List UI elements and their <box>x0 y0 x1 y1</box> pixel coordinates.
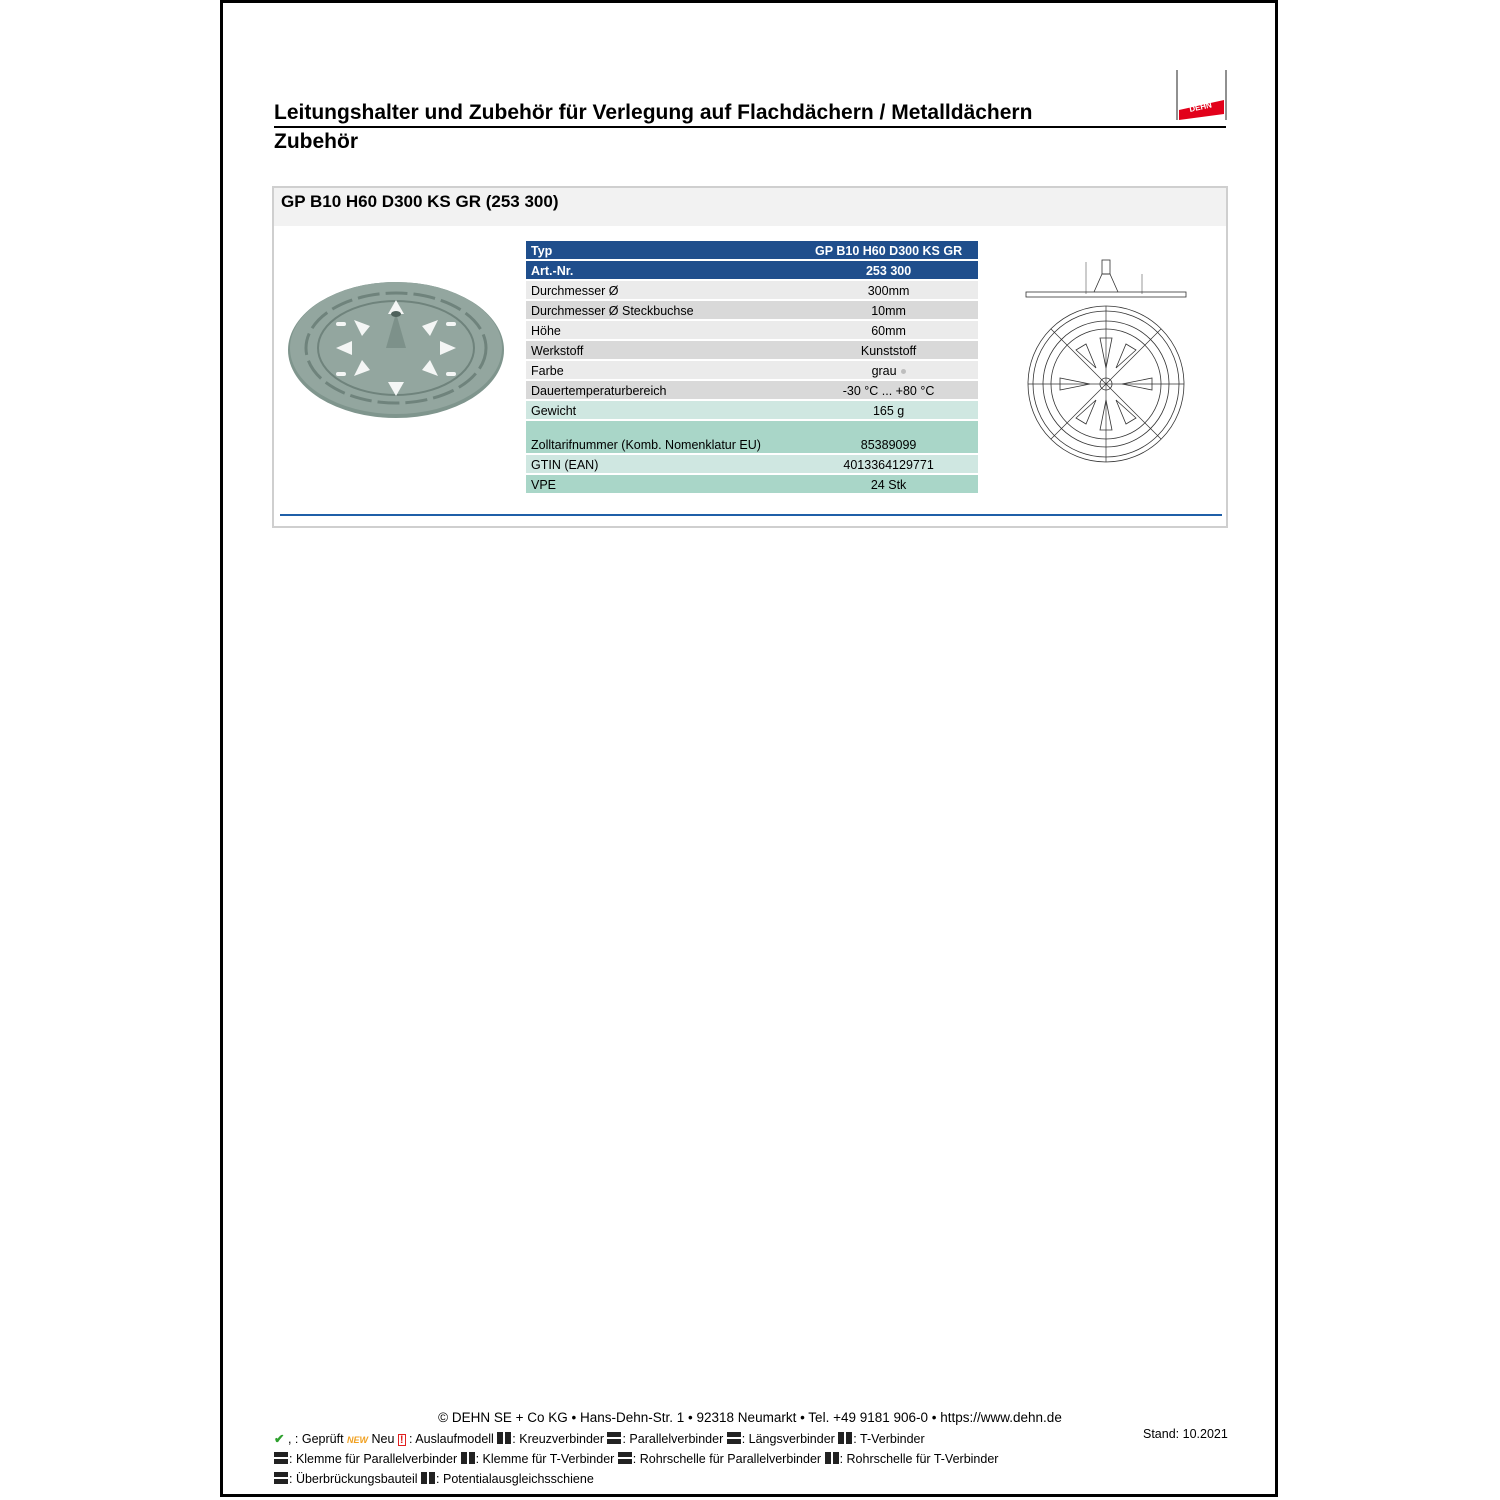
pipe-clamp-t-icon <box>825 1452 839 1464</box>
technical-drawing <box>1024 254 1194 464</box>
legend-potential: : Potentialausgleichsschiene <box>436 1472 594 1486</box>
equipotential-bar-icon <box>421 1472 435 1484</box>
footer-company: © DEHN SE + Co KG • Hans-Dehn-Str. 1 • 92318 Neumarkt • Tel. +49 9181 906-0 • https://www.dehn.de <box>438 1410 1062 1425</box>
spec-row <box>526 400 978 420</box>
color-swatch-icon <box>901 369 906 374</box>
legend-line-1 <box>274 1431 925 1448</box>
product-heading: GP B10 H60 D300 KS GR (253 300) <box>281 192 559 211</box>
spec-header-typ <box>526 241 978 260</box>
warning-icon: ! <box>399 1434 404 1446</box>
pipe-clamp-parallel-icon <box>618 1452 632 1464</box>
spec-row <box>526 360 978 380</box>
spec-row <box>526 454 978 474</box>
typ-value: GP B10 H60 D300 KS GR <box>799 241 978 260</box>
spec-value: 4013364129771 <box>799 454 978 474</box>
spec-label: GTIN (EAN) <box>526 454 799 474</box>
parallel-connector-icon <box>607 1432 621 1444</box>
spec-header-art <box>526 260 978 280</box>
color-value: grau <box>871 364 897 378</box>
art-label: Art.-Nr. <box>526 260 799 280</box>
clamp-parallel-icon <box>274 1452 288 1464</box>
spec-label: Dauertemperaturbereich <box>526 380 799 400</box>
spec-value-color <box>799 360 978 380</box>
product-photo <box>286 278 506 428</box>
spec-row <box>526 300 978 320</box>
spec-label: Zolltarifnummer (Komb. Nomenklatur EU) <box>526 420 799 454</box>
svg-text:DEHN: DEHN <box>1188 100 1213 114</box>
spec-row <box>526 340 978 360</box>
legend-t: : T-Verbinder <box>853 1432 925 1446</box>
legend-auslauf: : Auslaufmodell <box>405 1432 498 1446</box>
spec-row <box>526 380 978 400</box>
legend-gepruft: , : Geprüft <box>284 1432 348 1446</box>
spec-value: 60mm <box>799 320 978 340</box>
spec-label: VPE <box>526 474 799 494</box>
legend-line-2 <box>274 1451 998 1467</box>
typ-label: Typ <box>526 241 799 260</box>
longitudinal-connector-icon <box>727 1432 741 1444</box>
spec-row <box>526 474 978 494</box>
legend-klemme-parallel: : Klemme für Parallelverbinder <box>289 1452 461 1466</box>
art-value: 253 300 <box>799 260 978 280</box>
t-connector-icon <box>838 1432 852 1444</box>
legend-ueberbrueck: : Überbrückungsbauteil <box>289 1472 422 1486</box>
legend-rohr-parallel: : Rohrschelle für Parallelverbinder <box>632 1452 825 1466</box>
spec-label: Farbe <box>526 360 799 380</box>
spec-table <box>526 241 978 495</box>
spec-label: Durchmesser Ø <box>526 280 799 300</box>
spec-label: Höhe <box>526 320 799 340</box>
page-subtitle: Zubehör <box>274 130 358 153</box>
spec-value: 165 g <box>799 400 978 420</box>
spec-value: 300mm <box>799 280 978 300</box>
spec-row <box>526 420 978 454</box>
spec-row <box>526 280 978 300</box>
legend-kreuz: : Kreuzverbinder <box>512 1432 608 1446</box>
legend-rohr-t: : Rohrschelle für T-Verbinder <box>839 1452 999 1466</box>
spec-value: 85389099 <box>799 420 978 454</box>
footer-stand: Stand: 10.2021 <box>1143 1427 1228 1441</box>
spec-label: Gewicht <box>526 400 799 420</box>
card-divider <box>280 514 1222 516</box>
legend-laengs: : Längsverbinder <box>741 1432 839 1446</box>
spec-value: 24 Stk <box>799 474 978 494</box>
legend-line-3 <box>274 1471 594 1487</box>
spec-value: 10mm <box>799 300 978 320</box>
spec-value: -30 °C ... +80 °C <box>799 380 978 400</box>
legend-parallel: : Parallelverbinder <box>622 1432 727 1446</box>
new-icon: NEW <box>347 1435 369 1445</box>
cross-connector-icon <box>497 1432 511 1444</box>
check-icon: ✔ <box>274 1432 285 1446</box>
product-card <box>272 186 1228 528</box>
clamp-t-icon <box>461 1452 475 1464</box>
page-title: Leitungshalter und Zubehör für Verlegung auf Flachdächern / Metalldächern <box>274 101 1226 128</box>
bridging-component-icon <box>274 1472 288 1484</box>
legend-neu: Neu <box>368 1432 398 1446</box>
spec-label: Werkstoff <box>526 340 799 360</box>
legend-klemme-t: : Klemme für T-Verbinder <box>475 1452 618 1466</box>
spec-value: Kunststoff <box>799 340 978 360</box>
spec-label: Durchmesser Ø Steckbuchse <box>526 300 799 320</box>
product-card-header <box>274 188 1226 226</box>
spec-row <box>526 320 978 340</box>
